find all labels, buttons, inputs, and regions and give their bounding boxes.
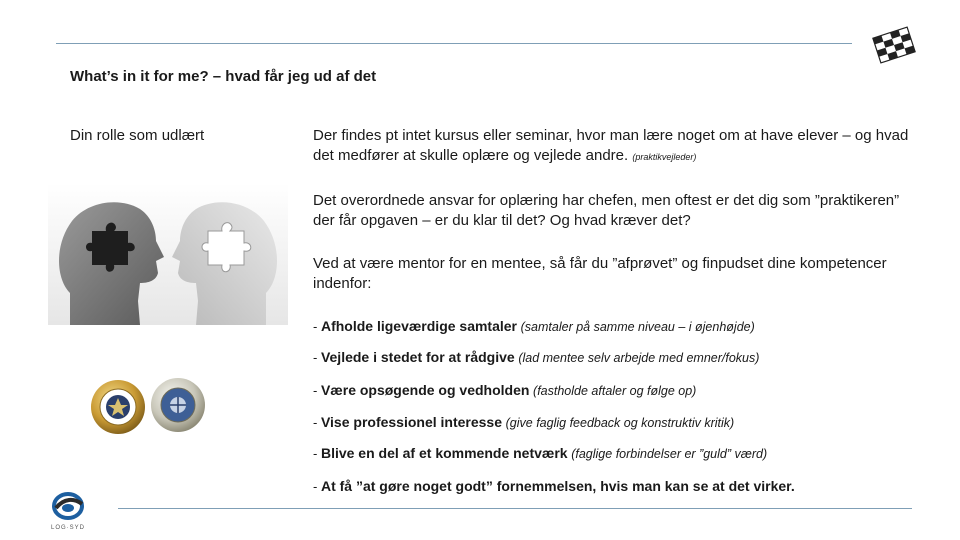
paragraph-1-text: Der findes pt intet kursus eller seminar, hvor man lære noget om at have elever – og hvad det medfører at skulle oplære og vejlede andre.	[313, 127, 909, 164]
bullet-item	[313, 478, 933, 494]
bullet-prefix: -	[313, 415, 321, 430]
bottom-divider	[118, 508, 912, 509]
bullet-bold: Vejlede i stedet for at rådgive	[320, 349, 515, 365]
bullet-prefix: -	[313, 350, 321, 365]
bullet-bold: Vise professionel interesse	[320, 414, 503, 430]
puzzle-heads-illustration	[48, 183, 288, 325]
checkered-logo-icon	[868, 22, 920, 68]
bullet-note: (give faglig feedback og konstruktiv kritik)	[505, 416, 735, 430]
bullet-item	[313, 414, 933, 430]
bullet-bold: Afholde ligeværdige samtaler	[320, 318, 518, 334]
logo-caption: LOG·SYD	[50, 525, 85, 531]
bullet-prefix: -	[313, 479, 321, 494]
paragraph-1-note: (praktikvejleder)	[632, 152, 697, 162]
bullet-bold: Blive en del af et kommende netværk	[320, 445, 568, 461]
slide-title: What’s in it for me? – hvad får jeg ud af det	[70, 68, 377, 85]
bullet-item	[313, 382, 933, 398]
paragraph-2: Det overordnede ansvar for oplæring har chefen, men oftest er det dig som ”praktikeren” der får opgaven – er du klar til det? Og hvad kræver det?	[313, 192, 900, 229]
bullet-note: (samtaler på samme niveau – i øjenhøjde)	[520, 320, 755, 334]
bullet-bold: Være opsøgende og vedholden	[320, 382, 530, 398]
bullet-item	[313, 349, 933, 365]
bullet-note: (fastholde aftaler og følge op)	[533, 384, 697, 398]
paragraph-1	[313, 126, 913, 167]
bullet-bold: At få ”at gøre noget godt” fornemmelsen, hvis man kan se at det virker.	[320, 478, 795, 494]
role-heading: Din rolle som udlært	[70, 127, 205, 144]
bullet-prefix: -	[313, 383, 321, 398]
medals-illustration	[88, 376, 218, 436]
top-divider	[56, 43, 852, 44]
bullet-item	[313, 445, 933, 461]
bullet-note: (lad mentee selv arbejde med emner/fokus)	[518, 351, 760, 365]
bullet-note: (faglige forbindelser er ”guld” værd)	[571, 447, 768, 461]
bullet-prefix: -	[313, 319, 321, 334]
bullet-prefix: -	[313, 446, 321, 461]
bullet-item	[313, 318, 933, 334]
paragraph-3: Ved at være mentor for en mentee, så får du ”afprøvet” og finpudset dine kompetencer indenfor:	[313, 255, 887, 292]
